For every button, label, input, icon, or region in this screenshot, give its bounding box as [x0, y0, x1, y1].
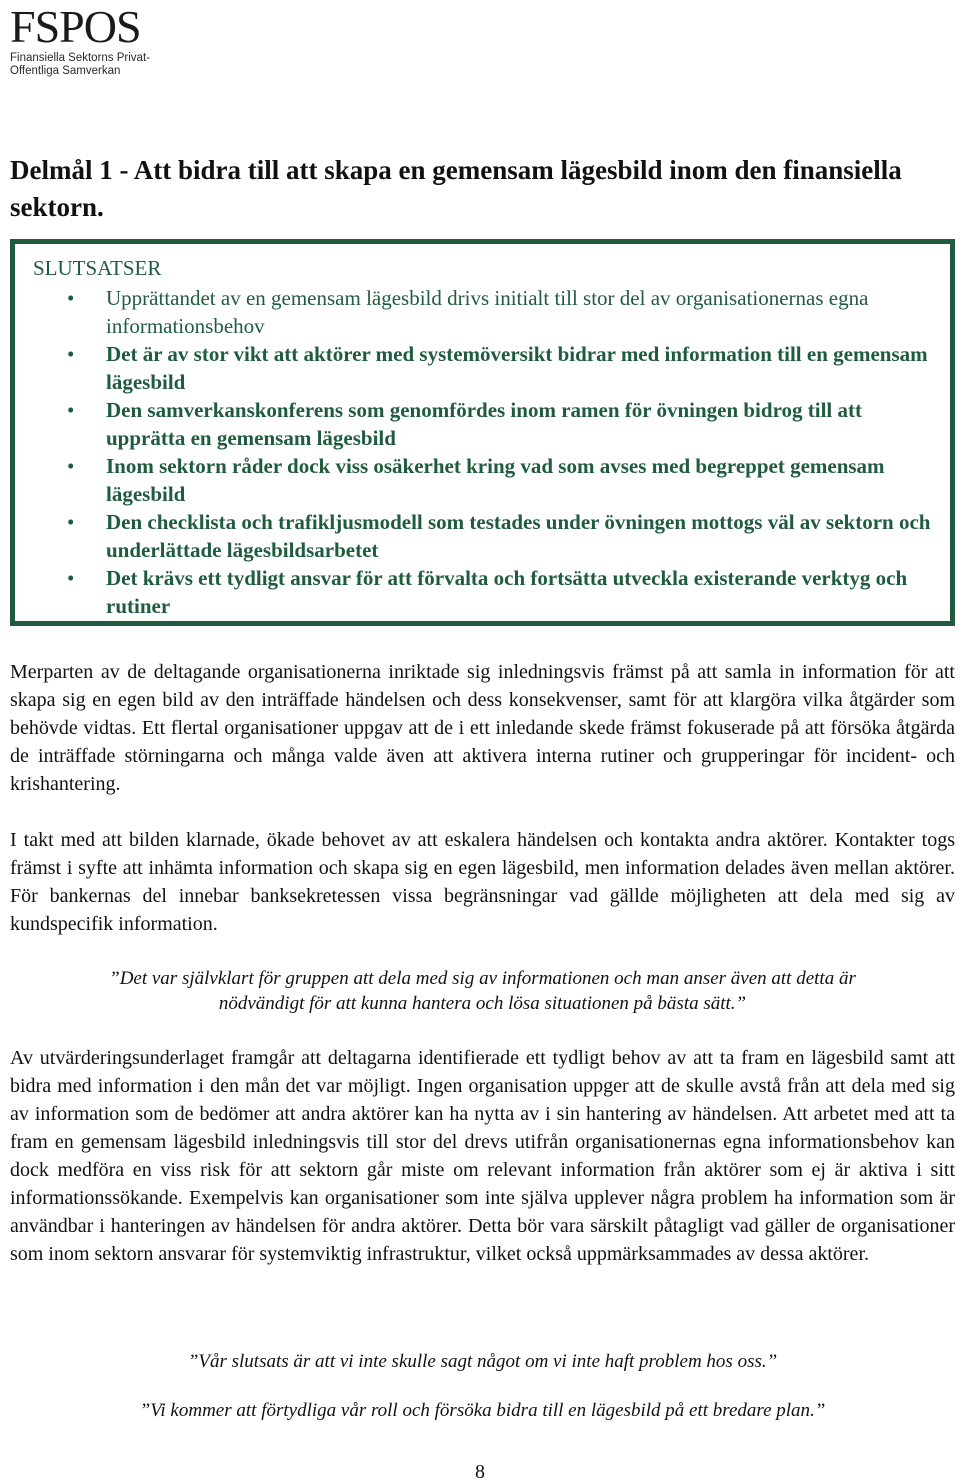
logo-subtitle-line-2: Offentliga Samverkan [10, 65, 121, 77]
paragraph-1: Merparten av de deltagande organisationerna inriktade sig inledningsvis främst på att samla in information för att skapa sig en egen bild av den inträffade händelsen och dess konsekvenser, samt för att klargöra vilka åtgärder som behövde vidtas. Ett flertal organisationer uppgav att de i ett inledande skede främst fokuserade på att försöka åtgärda de inträffade störningarna och många valde även att aktivera interna rutiner och grupperingar för incident- och krishantering. [10, 661, 955, 795]
bullet-icon: • [67, 286, 75, 310]
bullet-icon: • [67, 566, 75, 590]
conclusion-item [33, 564, 938, 620]
bullet-icon: • [67, 398, 75, 422]
paragraph-2: I takt med att bilden klarnade, ökade behovet av att eskalera händelsen och kontakta andra aktörer. Kontakter togs främst i syfte att inhämta information och skapa sig en egen lägesbild, men information delades även mellan aktörer. För bankernas del innebar banksekretessen vissa begränsningar vad gällde möjligheten att dela med sig av kundspecifik information. [10, 829, 955, 935]
conclusion-item [33, 452, 938, 508]
bullet-icon: • [67, 454, 75, 478]
conclusions-box [10, 239, 955, 626]
section-heading: Delmål 1 - Att bidra till att skapa en gemensam lägesbild inom den finansiella sektorn. [10, 155, 902, 222]
conclusions-list [33, 284, 938, 620]
quote-2: ”Vår slutsats är att vi inte skulle sagt något om vi inte haft problem hos oss.” [187, 1351, 778, 1372]
conclusion-text: Inom sektorn råder dock viss osäkerhet kring vad som avses med begreppet gemensam lägesbild [106, 454, 885, 506]
conclusion-text: Den samverkanskonferens som genomfördes inom ramen för övningen bidrog till att upprätta en gemensam lägesbild [106, 398, 862, 450]
conclusion-item [33, 284, 938, 340]
conclusion-text: Det är av stor vikt att aktörer med systemöversikt bidrar med information till en gemensam lägesbild [106, 342, 928, 394]
conclusion-item [33, 396, 938, 452]
quote-3: ”Vi kommer att förtydliga vår roll och försöka bidra till en lägesbild på ett bredare plan.” [139, 1400, 826, 1421]
conclusion-item [33, 508, 938, 564]
conclusion-text: Den checklista och trafikljusmodell som testades under övningen mottogs väl av sektorn och underlättade lägesbildsarbetet [106, 510, 931, 562]
logo-wordmark: FSPOS [10, 1, 141, 52]
quote-1: ”Det var självklart för gruppen att dela med sig av informationen och man anser även att detta är nödvändigt för att kunna hantera och lösa situationen på bästa sätt.” [109, 968, 856, 1014]
conclusion-text: Det krävs ett tydligt ansvar för att förvalta och fortsätta utveckla existerande verktyg och rutiner [106, 566, 908, 618]
bullet-icon: • [67, 342, 75, 366]
conclusion-text: Upprättandet av en gemensam lägesbild drivs initialt till stor del av organisationernas egna informationsbehov [106, 286, 869, 338]
fspos-logo [10, 1, 210, 78]
conclusions-title: SLUTSATSER [33, 256, 162, 280]
page-number: 8 [475, 1461, 485, 1483]
bullet-icon: • [67, 510, 75, 534]
logo-subtitle-line-1: Finansiella Sektorns Privat- [10, 52, 150, 64]
paragraph-3: Av utvärderingsunderlaget framgår att deltagarna identifierade ett tydligt behov av att ta fram en lägesbild samt att bidra med information i den mån det var möjligt. Ingen organisation uppger att de skulle avstå från att dela med sig av information som de bedömer att andra aktörer kan ha nytta av i sin hantering av händelsen. Att arbetet med att ta fram en gemensam lägesbild inledningsvis till stor del drevs utifrån organisationernas egna informationsbehov kan dock medföra en viss risk för att sektorn går miste om relevant information från aktörer som ej är aktiva i sitt informationssökande. Exempelvis kan organisationer som inte själva upplever några problem ha information som är användbar i hanteringen av händelsen för andra aktörer. Detta bör vara särskilt påtagligt vad gäller de organisationer som inom sektorn ansvarar för systemviktig infrastruktur, vilket också uppmärksammades av dessa aktörer. [10, 1047, 955, 1265]
conclusion-item [33, 340, 938, 396]
